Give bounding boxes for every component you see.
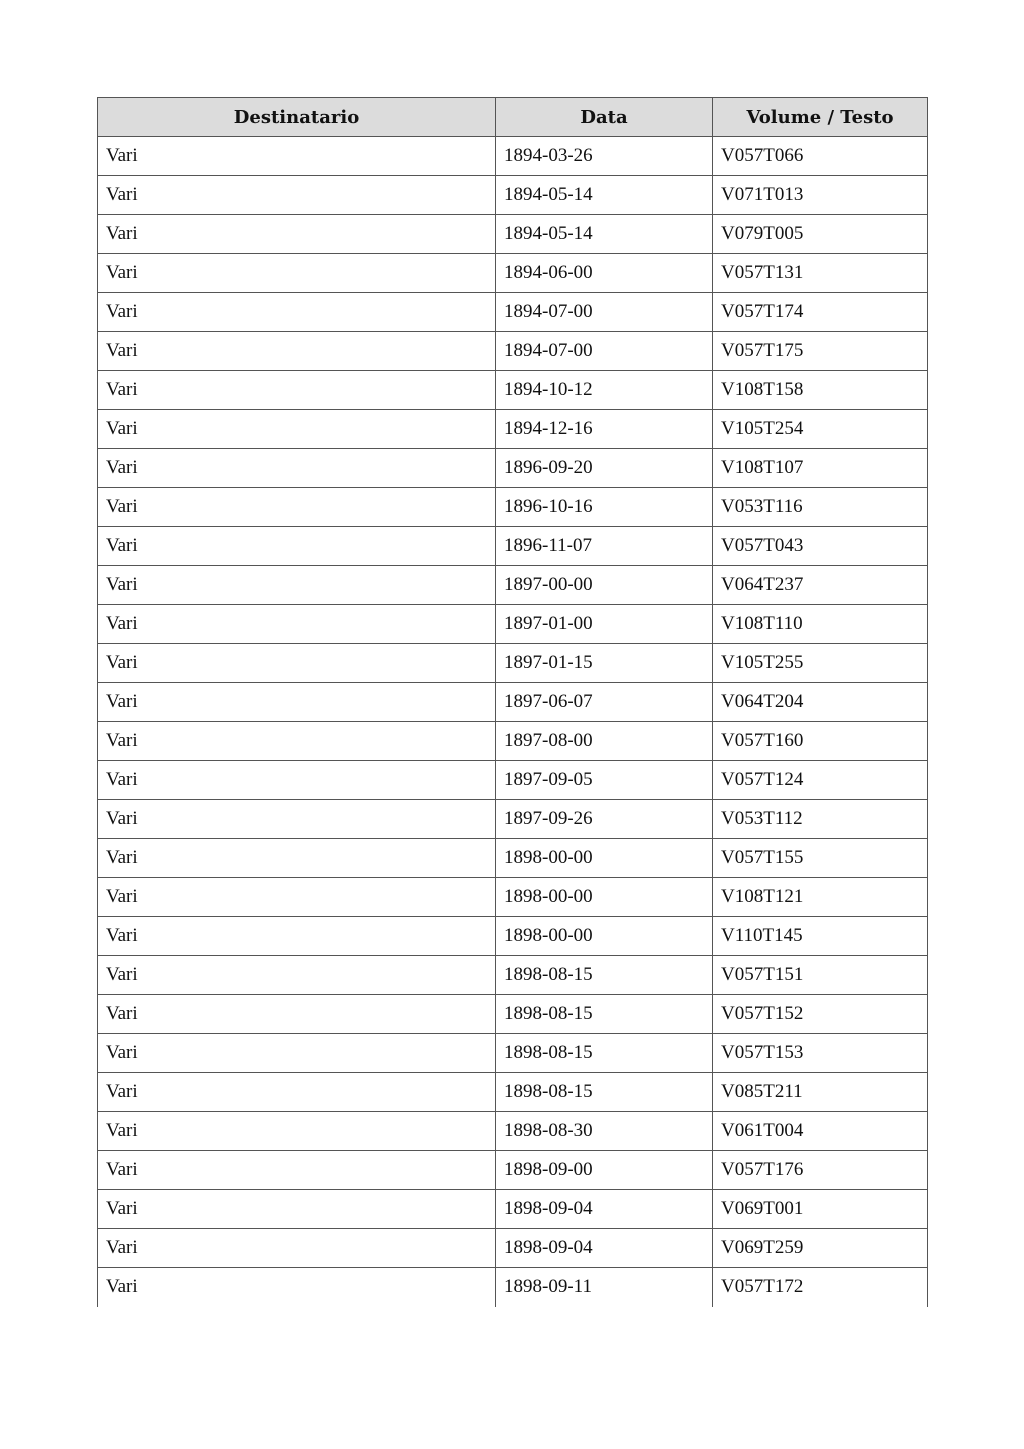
cell-destinatario: Vari [98,293,496,332]
cell-volume-testo: V057T174 [713,293,928,332]
cell-data: 1894-03-26 [496,137,713,176]
table-row [98,839,928,878]
cell-data: 1897-06-07 [496,683,713,722]
cell-volume-testo: V108T107 [713,449,928,488]
cell-data: 1894-12-16 [496,410,713,449]
cell-data: 1894-07-00 [496,332,713,371]
cell-data: 1896-11-07 [496,527,713,566]
table-row [98,1190,928,1229]
cell-data: 1898-00-00 [496,878,713,917]
header-row [98,98,928,137]
table-row [98,878,928,917]
cell-destinatario: Vari [98,1268,496,1307]
cell-destinatario: Vari [98,839,496,878]
cell-destinatario: Vari [98,1034,496,1073]
cell-destinatario: Vari [98,995,496,1034]
cell-volume-testo: V057T172 [713,1268,928,1307]
cell-data: 1898-08-15 [496,1073,713,1112]
table-row [98,293,928,332]
table-row [98,137,928,176]
table-row [98,1073,928,1112]
cell-data: 1897-01-15 [496,644,713,683]
cell-volume-testo: V064T204 [713,683,928,722]
cell-volume-testo: V108T158 [713,371,928,410]
cell-volume-testo: V057T153 [713,1034,928,1073]
cell-volume-testo: V108T121 [713,878,928,917]
table-row [98,527,928,566]
cell-destinatario: Vari [98,878,496,917]
cell-destinatario: Vari [98,176,496,215]
table-row [98,176,928,215]
cell-volume-testo: V079T005 [713,215,928,254]
cell-destinatario: Vari [98,1229,496,1268]
cell-destinatario: Vari [98,488,496,527]
cell-data: 1897-08-00 [496,722,713,761]
cell-volume-testo: V105T255 [713,644,928,683]
cell-data: 1898-08-30 [496,1112,713,1151]
table-header [98,98,928,137]
header-volume-testo: Volume / Testo [713,98,928,137]
cell-destinatario: Vari [98,566,496,605]
table-row [98,1151,928,1190]
cell-data: 1894-06-00 [496,254,713,293]
cell-volume-testo: V057T160 [713,722,928,761]
cell-volume-testo: V057T175 [713,332,928,371]
cell-volume-testo: V057T124 [713,761,928,800]
cell-destinatario: Vari [98,722,496,761]
cell-data: 1894-10-12 [496,371,713,410]
cell-destinatario: Vari [98,761,496,800]
cell-volume-testo: V064T237 [713,566,928,605]
cell-data: 1897-00-00 [496,566,713,605]
cell-destinatario: Vari [98,371,496,410]
cell-data: 1894-07-00 [496,293,713,332]
cell-volume-testo: V110T145 [713,917,928,956]
table-row [98,1034,928,1073]
cell-data: 1898-00-00 [496,917,713,956]
table-row [98,1229,928,1268]
cell-volume-testo: V057T131 [713,254,928,293]
cell-data: 1898-08-15 [496,956,713,995]
cell-destinatario: Vari [98,1073,496,1112]
cell-volume-testo: V069T001 [713,1190,928,1229]
cell-data: 1897-01-00 [496,605,713,644]
table-row [98,410,928,449]
cell-data: 1898-09-11 [496,1268,713,1307]
cell-destinatario: Vari [98,956,496,995]
cell-destinatario: Vari [98,137,496,176]
cell-volume-testo: V057T066 [713,137,928,176]
cell-volume-testo: V057T176 [713,1151,928,1190]
cell-volume-testo: V085T211 [713,1073,928,1112]
table-row [98,488,928,527]
table-row [98,722,928,761]
table-body [98,137,928,1307]
table-row [98,644,928,683]
table-row [98,917,928,956]
cell-data: 1897-09-05 [496,761,713,800]
table-row [98,956,928,995]
cell-data: 1898-09-04 [496,1229,713,1268]
table-row [98,254,928,293]
cell-volume-testo: V108T110 [713,605,928,644]
cell-destinatario: Vari [98,215,496,254]
table-row [98,1268,928,1307]
cell-volume-testo: V105T254 [713,410,928,449]
cell-volume-testo: V061T004 [713,1112,928,1151]
table-row [98,683,928,722]
cell-data: 1896-09-20 [496,449,713,488]
cell-destinatario: Vari [98,1190,496,1229]
cell-data: 1894-05-14 [496,176,713,215]
letters-table [97,97,928,1307]
cell-data: 1898-08-15 [496,995,713,1034]
cell-destinatario: Vari [98,917,496,956]
cell-destinatario: Vari [98,254,496,293]
table-row [98,371,928,410]
cell-destinatario: Vari [98,605,496,644]
table-row [98,215,928,254]
cell-volume-testo: V069T259 [713,1229,928,1268]
table-row [98,995,928,1034]
cell-volume-testo: V057T155 [713,839,928,878]
cell-data: 1898-09-00 [496,1151,713,1190]
cell-destinatario: Vari [98,644,496,683]
cell-data: 1898-00-00 [496,839,713,878]
table-row [98,449,928,488]
cell-destinatario: Vari [98,1151,496,1190]
cell-destinatario: Vari [98,683,496,722]
cell-destinatario: Vari [98,1112,496,1151]
cell-volume-testo: V057T151 [713,956,928,995]
cell-data: 1896-10-16 [496,488,713,527]
table-row [98,566,928,605]
header-destinatario: Destinatario [98,98,496,137]
cell-data: 1897-09-26 [496,800,713,839]
cell-destinatario: Vari [98,800,496,839]
cell-destinatario: Vari [98,449,496,488]
cell-destinatario: Vari [98,527,496,566]
cell-volume-testo: V053T116 [713,488,928,527]
cell-volume-testo: V071T013 [713,176,928,215]
cell-volume-testo: V057T152 [713,995,928,1034]
table-row [98,1112,928,1151]
cell-destinatario: Vari [98,332,496,371]
table-row [98,332,928,371]
cell-volume-testo: V053T112 [713,800,928,839]
table-row [98,761,928,800]
cell-data: 1898-08-15 [496,1034,713,1073]
table-row [98,800,928,839]
table-row [98,605,928,644]
cell-data: 1894-05-14 [496,215,713,254]
cell-volume-testo: V057T043 [713,527,928,566]
header-data: Data [496,98,713,137]
cell-destinatario: Vari [98,410,496,449]
cell-data: 1898-09-04 [496,1190,713,1229]
